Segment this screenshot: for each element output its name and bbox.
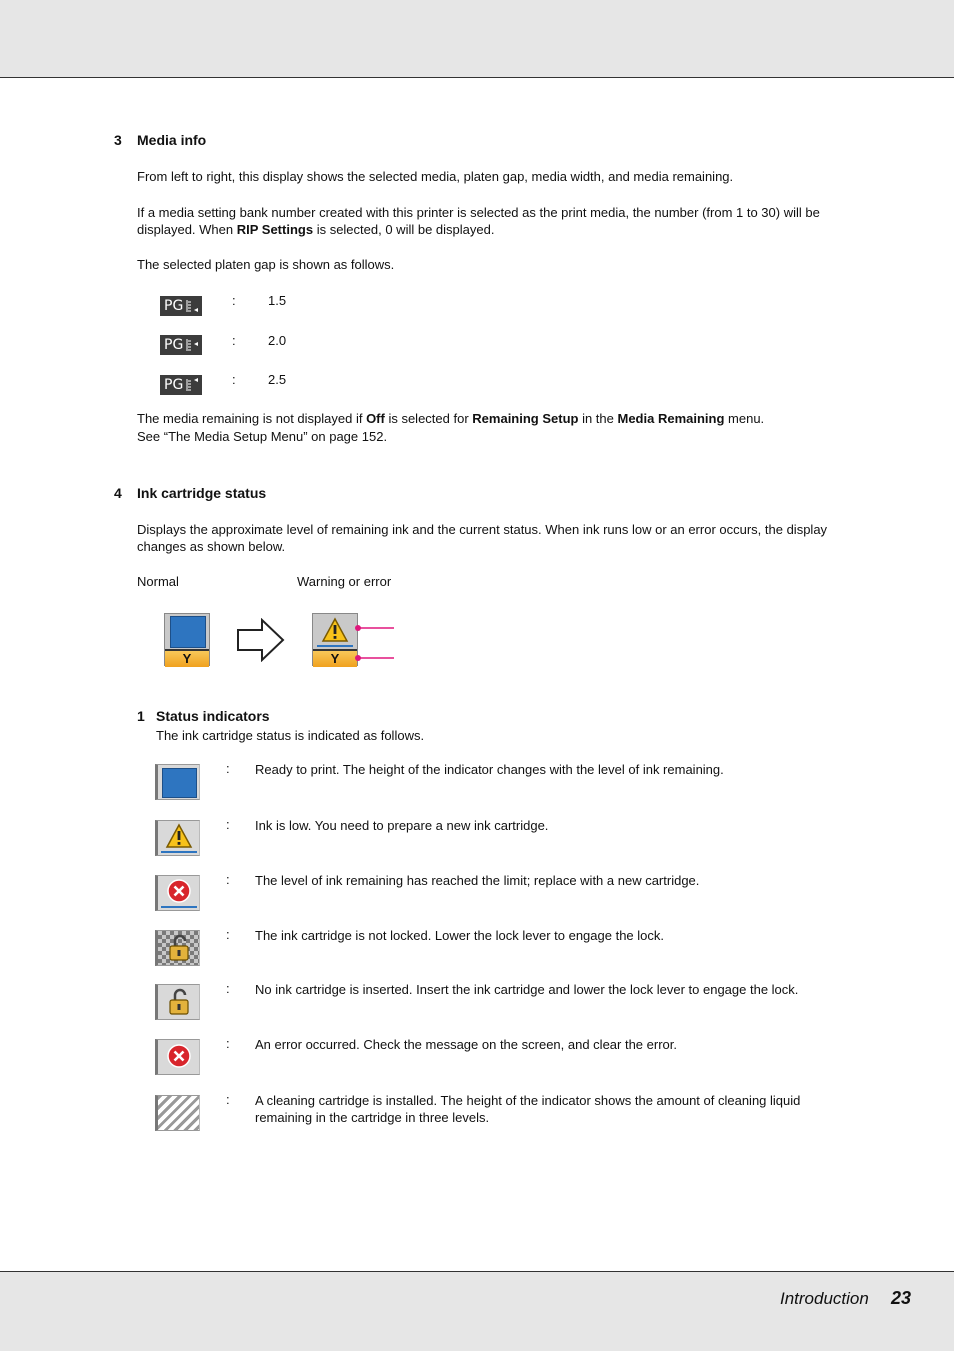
section-title: Media info	[137, 132, 207, 148]
paragraph: changes as shown below.	[137, 539, 286, 554]
paragraph: The selected platen gap is shown as follows.	[137, 257, 395, 272]
colon: :	[232, 372, 236, 387]
no-cartridge-icon	[155, 984, 200, 1020]
section-number: 3	[114, 132, 122, 148]
arrow-right-icon	[236, 618, 286, 662]
warning-icon	[155, 820, 200, 856]
cartridge-color-label: Y	[313, 649, 357, 667]
status-description: An error occurred. Check the message on the screen, and clear the error.	[255, 1037, 677, 1052]
colon: :	[232, 293, 236, 308]
platen-gap-icon: PG	[160, 335, 202, 355]
warning-icon	[321, 617, 349, 643]
header-band	[0, 0, 954, 78]
callout-lines	[354, 622, 396, 664]
footer-section-title: Introduction	[780, 1289, 869, 1308]
colon: :	[226, 761, 230, 776]
normal-label: Normal	[137, 574, 179, 589]
status-description: remaining in the cartridge in three levels.	[255, 1110, 490, 1125]
section-title: Ink cartridge status	[137, 485, 267, 501]
paragraph: The media remaining is not displayed if Off is selected for Remaining Setup in the Media Remaining menu.	[137, 411, 765, 426]
colon: :	[226, 1092, 230, 1107]
subsection-title: Status indicators	[156, 708, 270, 724]
platen-gap-value: 2.0	[268, 333, 287, 348]
colon: :	[226, 981, 230, 996]
cleaning-cartridge-icon	[155, 1095, 200, 1131]
unlocked-cartridge-icon	[155, 930, 200, 966]
platen-gap-value: 2.5	[268, 372, 287, 387]
status-description: Ready to print. The height of the indicator changes with the level of ink remaining.	[255, 762, 724, 777]
error-icon	[155, 875, 200, 911]
ink-level-icon	[155, 764, 200, 800]
cartridge-warning-illustration	[312, 613, 358, 666]
error-icon	[155, 1039, 200, 1075]
platen-gap-icon: PG	[160, 375, 202, 395]
status-description: No ink cartridge is inserted. Insert the ink cartridge and lower the lock lever to engage the lock.	[255, 982, 799, 997]
cross-reference-link[interactable]: See “The Media Setup Menu” on page 152.	[137, 429, 388, 444]
status-description: The level of ink remaining has reached the limit; replace with a new cartridge.	[255, 873, 700, 888]
page-number: 23	[891, 1288, 912, 1308]
footer-band	[0, 1271, 954, 1351]
colon: :	[226, 1036, 230, 1051]
status-description: A cleaning cartridge is installed. The height of the indicator shows the amount of cleaning liquid	[255, 1093, 801, 1108]
warning-label: Warning or error	[297, 574, 392, 589]
cartridge-color-label: Y	[165, 649, 209, 667]
paragraph: If a media setting bank number created with this printer is selected as the print media, the number (from 1 to 30) will be displayed. When RIP Settings is selected, 0 will be displayed.	[137, 205, 820, 237]
status-description: Ink is low. You need to prepare a new ink cartridge.	[255, 818, 549, 833]
subsection-number: 1	[137, 708, 145, 724]
colon: :	[232, 333, 236, 348]
section-number: 4	[114, 485, 122, 501]
platen-gap-icon: PG	[160, 296, 202, 316]
paragraph: Displays the approximate level of remaining ink and the current status. When ink runs low or an error occurs, the display	[137, 522, 828, 537]
colon: :	[226, 872, 230, 887]
colon: :	[226, 817, 230, 832]
status-description: The ink cartridge is not locked. Lower the lock lever to engage the lock.	[255, 928, 664, 943]
cartridge-normal-illustration	[164, 613, 210, 666]
platen-gap-value: 1.5	[268, 293, 287, 308]
paragraph: The ink cartridge status is indicated as follows.	[156, 728, 425, 743]
ink-level-fill	[170, 616, 206, 648]
paragraph: From left to right, this display shows the selected media, platen gap, media width, and media remaining.	[137, 169, 734, 184]
colon: :	[226, 927, 230, 942]
